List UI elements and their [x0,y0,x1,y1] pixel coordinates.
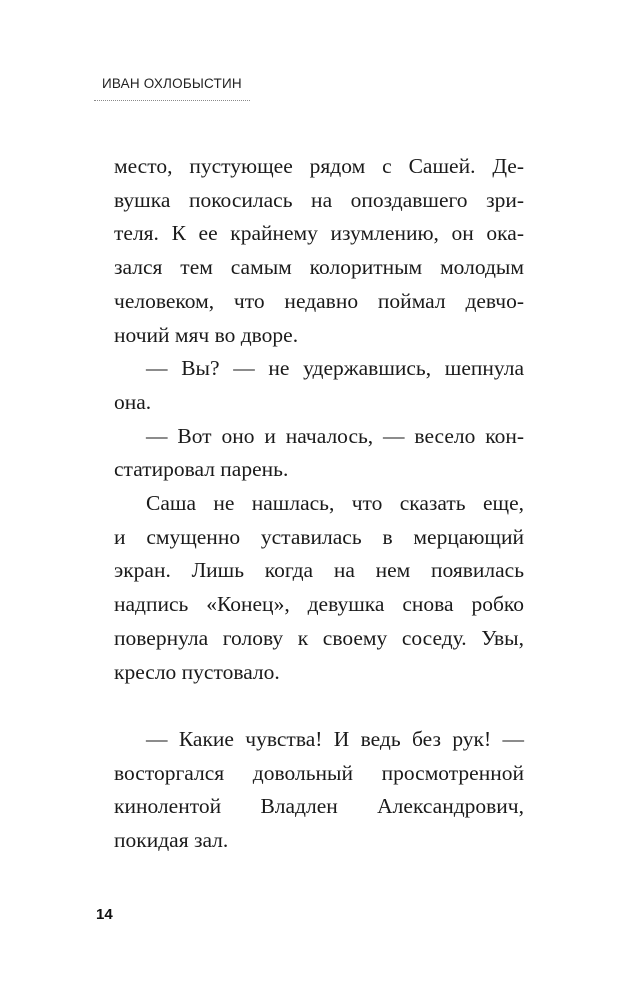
text-line: она. [114,389,152,414]
text-line: кресло пустовало. [114,659,280,684]
header-rule [94,100,250,101]
text-line: — Какие чувства! И ведь без рук! — [146,726,524,751]
paragraph-5 [114,723,524,858]
text-line: человеком, что недавно поймал девчо- [114,288,524,313]
text-line: Саша не нашлась, что сказать еще, [146,491,524,516]
text-line: кинолентой Владлен Александрович, [114,794,524,819]
page-number: 14 [96,906,113,923]
text-line: экран. Лишь когда на нем появилась [114,558,524,583]
text-line: надпись «Конец», девушка снова робко [114,592,524,617]
text-line: статировал парень. [114,457,289,482]
text-line: теля. К ее крайнему изумлению, он ока- [114,221,524,246]
text-line: ночий мяч во дворе. [114,322,299,347]
running-header-author: ИВАН ОХЛОБЫСТИН [102,76,242,91]
paragraph-4 [114,487,524,689]
paragraph-3 [114,420,524,487]
paragraph-1 [114,150,524,352]
text-line: и смущенно уставилась в мерцающий [114,524,524,549]
text-line: — Вот оно и началось, — весело кон- [146,423,524,448]
section-break [114,689,524,723]
paragraph-2 [114,352,524,419]
text-line: зался тем самым колоритным молодым [114,255,524,280]
text-line: покидая зал. [114,828,229,853]
text-line: восторгался довольный просмотренной [114,760,524,785]
text-line: — Вы? — не удержавшись, шепнула [146,356,524,381]
text-line: место, пустующее рядом с Сашей. Де- [114,154,524,178]
body-text [114,150,524,858]
text-line: повернула голову к своему соседу. Увы, [114,625,524,650]
text-line: вушка покосилась на опоздавшего зри- [114,187,524,212]
